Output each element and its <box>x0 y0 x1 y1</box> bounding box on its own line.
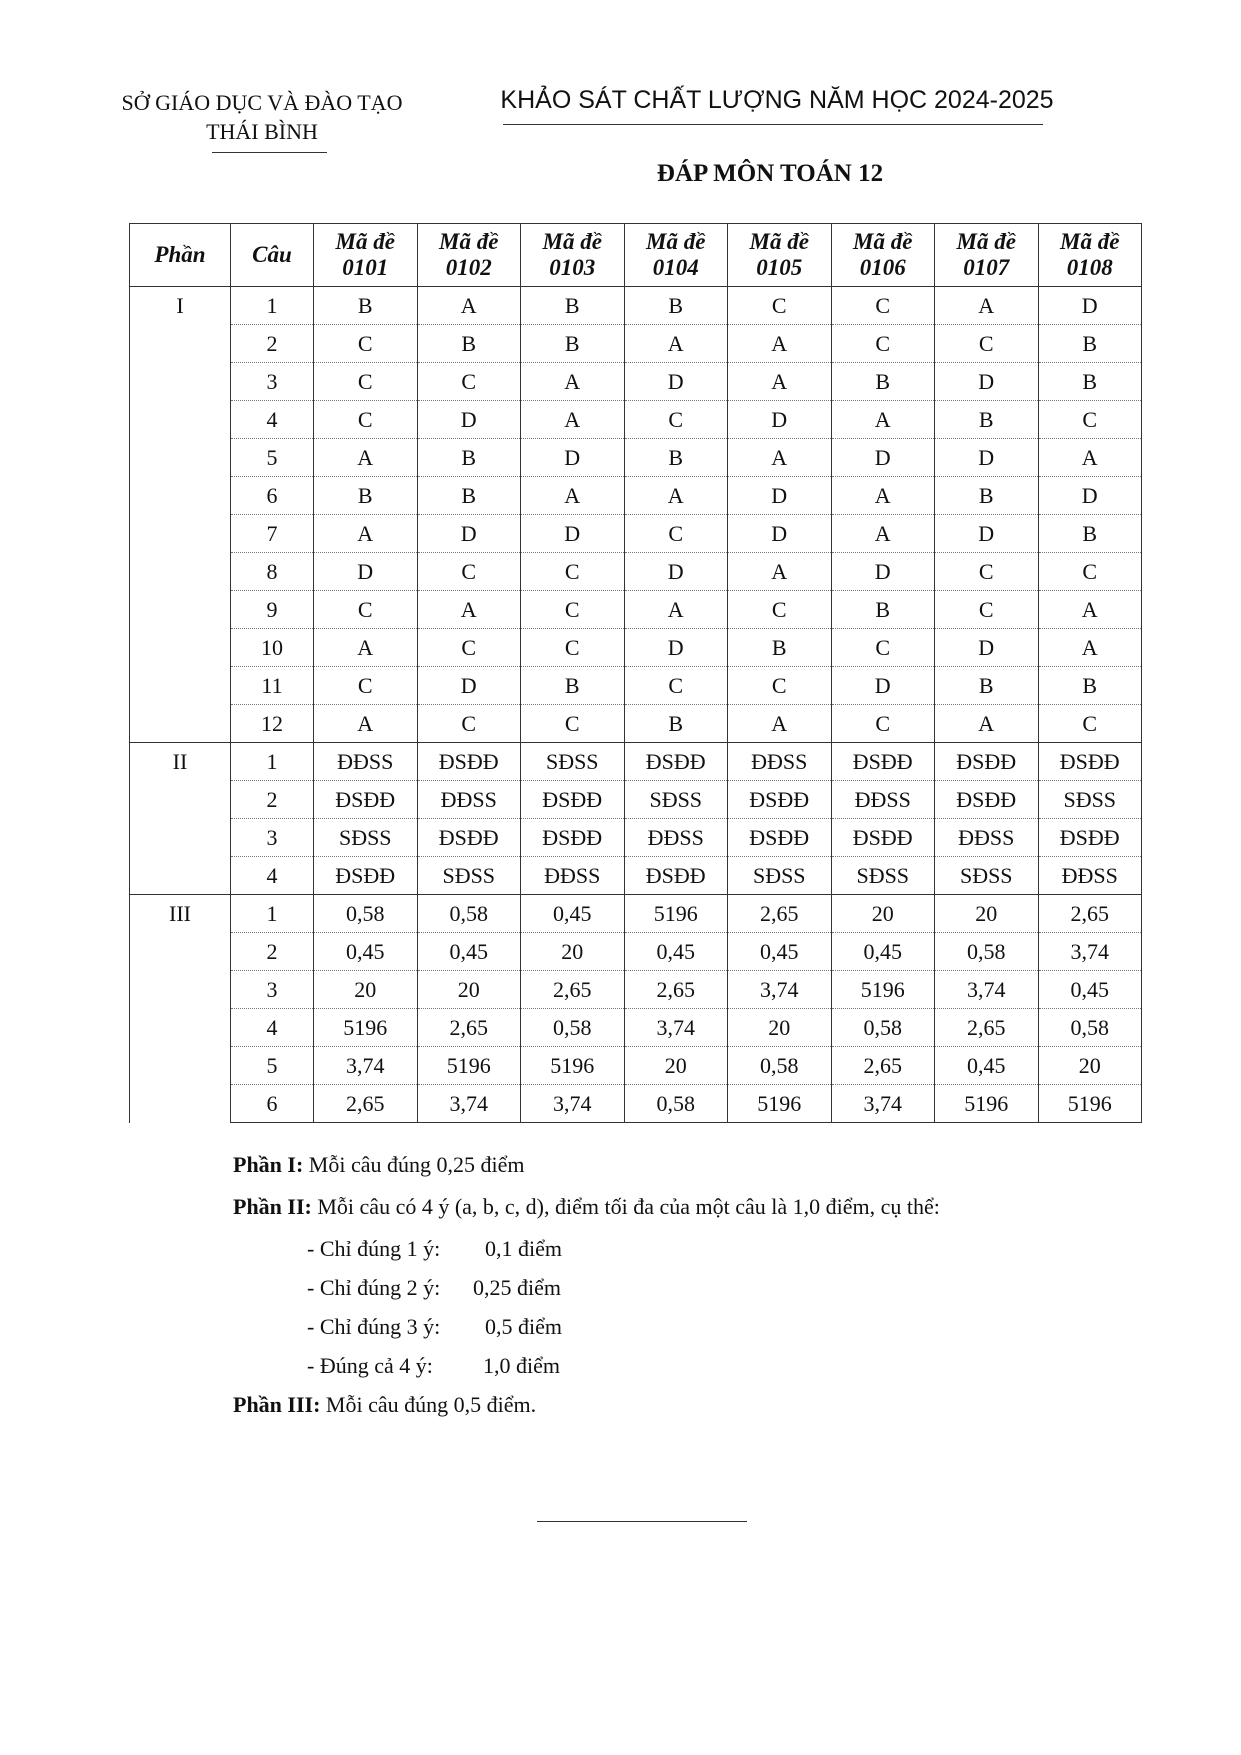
answer-cell: B <box>624 705 728 743</box>
scoring-notes <box>233 1150 940 1432</box>
header-code-0105 <box>728 224 832 287</box>
answer-cell: A <box>831 401 935 439</box>
question-number: 4 <box>231 1009 314 1047</box>
answer-cell: B <box>1038 325 1142 363</box>
header-code-number: 0101 <box>342 255 389 280</box>
answer-cell: A <box>1038 591 1142 629</box>
answer-cell: 0,45 <box>417 933 521 971</box>
answer-cell: ĐĐSS <box>1038 857 1142 895</box>
question-number: 6 <box>231 477 314 515</box>
note-phan-2 <box>233 1192 940 1222</box>
answer-cell: A <box>728 553 832 591</box>
answer-cell: D <box>935 439 1039 477</box>
answer-cell: B <box>624 287 728 325</box>
answer-cell: A <box>624 325 728 363</box>
note-phan-1-label: Phần I: <box>233 1152 304 1177</box>
table-row <box>130 819 1142 857</box>
question-number: 11 <box>231 667 314 705</box>
section-label: II <box>130 743 231 895</box>
question-number: 1 <box>231 895 314 933</box>
answer-cell: 2,65 <box>314 1085 418 1123</box>
answer-cell: B <box>1038 667 1142 705</box>
exam-underline <box>503 124 1043 125</box>
table-row <box>130 857 1142 895</box>
item-label: - Chỉ đúng 3 ý: <box>307 1314 441 1339</box>
table-row <box>130 325 1142 363</box>
header-code-label: Mã đề <box>439 229 499 254</box>
answer-cell: C <box>831 629 935 667</box>
answer-cell: ĐSĐĐ <box>1038 743 1142 781</box>
answer-cell: D <box>624 629 728 667</box>
answer-cell: 5196 <box>1038 1085 1142 1123</box>
question-number: 2 <box>231 781 314 819</box>
answer-cell: 0,45 <box>935 1047 1039 1085</box>
end-divider <box>537 1521 747 1522</box>
answer-cell: B <box>1038 363 1142 401</box>
answer-cell: 0,45 <box>624 933 728 971</box>
answer-cell: 2,65 <box>1038 895 1142 933</box>
answer-cell: SĐSS <box>624 781 728 819</box>
answer-cell: C <box>417 629 521 667</box>
answer-cell: A <box>314 705 418 743</box>
answer-cell: B <box>831 363 935 401</box>
org-province: THÁI BÌNH <box>206 119 318 144</box>
table-row <box>130 781 1142 819</box>
organization-header <box>112 88 412 146</box>
answer-cell: 3,74 <box>1038 933 1142 971</box>
answer-cell: A <box>935 705 1039 743</box>
answer-cell: D <box>417 401 521 439</box>
answer-cell: ĐĐSS <box>624 819 728 857</box>
answer-cell: 5196 <box>831 971 935 1009</box>
answer-cell: D <box>1038 477 1142 515</box>
answer-cell: A <box>728 705 832 743</box>
answer-cell: ĐSĐĐ <box>935 743 1039 781</box>
answer-cell: SĐSS <box>314 819 418 857</box>
exam-title <box>497 86 1057 115</box>
note-phan-1-text: Mỗi câu đúng 0,25 điểm <box>303 1152 525 1177</box>
answer-cell: C <box>417 553 521 591</box>
answer-cell: A <box>831 515 935 553</box>
table-row <box>130 933 1142 971</box>
header-code-number: 0105 <box>756 255 803 280</box>
answer-cell: D <box>831 439 935 477</box>
answer-cell: B <box>1038 515 1142 553</box>
org-underline <box>212 152 327 153</box>
answer-cell: B <box>417 477 521 515</box>
table-row <box>130 439 1142 477</box>
answer-cell: 0,58 <box>314 895 418 933</box>
answer-cell: 3,74 <box>314 1047 418 1085</box>
exam-title-text: KHẢO SÁT CHẤT LƯỢNG NĂM HỌC 2024-2025 <box>500 86 1054 114</box>
answer-cell: D <box>624 363 728 401</box>
header-code-number: 0103 <box>549 255 596 280</box>
answer-cell: ĐSĐĐ <box>1038 819 1142 857</box>
answer-cell: 3,74 <box>728 971 832 1009</box>
item-value: 1,0 điểm <box>483 1353 560 1378</box>
section-label: I <box>130 287 231 743</box>
answer-cell: D <box>314 553 418 591</box>
answer-cell: C <box>521 591 625 629</box>
table-row <box>130 553 1142 591</box>
answer-cell: 20 <box>831 895 935 933</box>
question-number: 1 <box>231 287 314 325</box>
answer-cell: ĐSĐĐ <box>728 781 832 819</box>
answer-cell: A <box>417 591 521 629</box>
answer-cell: D <box>1038 287 1142 325</box>
table-row <box>130 743 1142 781</box>
answer-cell: B <box>521 287 625 325</box>
header-code-0102 <box>417 224 521 287</box>
org-name: SỞ GIÁO DỤC VÀ ĐÀO TẠO <box>121 90 403 115</box>
question-number: 2 <box>231 325 314 363</box>
table-row <box>130 363 1142 401</box>
answer-cell: B <box>935 667 1039 705</box>
answer-cell: SĐSS <box>417 857 521 895</box>
answer-cell: B <box>417 439 521 477</box>
header-code-0103 <box>521 224 625 287</box>
answer-cell: C <box>314 591 418 629</box>
answer-cell: A <box>1038 629 1142 667</box>
section-label: III <box>130 895 231 1123</box>
answer-cell: ĐSĐĐ <box>728 819 832 857</box>
header-code-0108 <box>1038 224 1142 287</box>
answer-cell: ĐSĐĐ <box>831 819 935 857</box>
answer-cell: D <box>417 515 521 553</box>
answer-cell: A <box>1038 439 1142 477</box>
answer-cell: D <box>728 515 832 553</box>
answer-cell: A <box>521 363 625 401</box>
answer-cell: B <box>417 325 521 363</box>
answer-cell: 0,58 <box>935 933 1039 971</box>
answer-cell: C <box>624 515 728 553</box>
answer-cell: D <box>935 363 1039 401</box>
answer-cell: ĐSĐĐ <box>521 819 625 857</box>
header-cau: Câu <box>231 224 314 287</box>
question-number: 2 <box>231 933 314 971</box>
answer-cell: A <box>417 287 521 325</box>
answer-cell: ĐSĐĐ <box>417 743 521 781</box>
answer-cell: 0,58 <box>417 895 521 933</box>
answer-cell: C <box>521 553 625 591</box>
table-row <box>130 1085 1142 1123</box>
answer-cell: 0,45 <box>1038 971 1142 1009</box>
answer-cell: C <box>1038 401 1142 439</box>
header-code-number: 0107 <box>963 255 1010 280</box>
answer-cell: 0,58 <box>624 1085 728 1123</box>
answer-cell: C <box>935 591 1039 629</box>
header-code-number: 0104 <box>652 255 699 280</box>
table-header-row <box>130 224 1142 287</box>
answer-cell: 2,65 <box>417 1009 521 1047</box>
answer-cell: C <box>521 629 625 667</box>
item-label: - Đúng cả 4 ý: <box>307 1353 433 1378</box>
answer-cell: ĐĐSS <box>417 781 521 819</box>
answer-cell: 20 <box>1038 1047 1142 1085</box>
answer-cell: 20 <box>935 895 1039 933</box>
answer-cell: C <box>728 287 832 325</box>
answer-cell: D <box>728 401 832 439</box>
table-row <box>130 1009 1142 1047</box>
table-row <box>130 971 1142 1009</box>
header-code-0101 <box>314 224 418 287</box>
question-number: 3 <box>231 363 314 401</box>
note-phan-3 <box>233 1390 940 1420</box>
answer-cell: 5196 <box>728 1085 832 1123</box>
answer-cell: A <box>521 401 625 439</box>
answer-cell: 3,74 <box>935 971 1039 1009</box>
answer-cell: C <box>728 667 832 705</box>
header-code-label: Mã đề <box>956 229 1016 254</box>
question-number: 4 <box>231 857 314 895</box>
answer-cell: A <box>624 477 728 515</box>
answer-cell: 0,58 <box>728 1047 832 1085</box>
item-label: - Chỉ đúng 1 ý: <box>307 1236 441 1261</box>
answer-cell: C <box>314 325 418 363</box>
answer-cell: B <box>935 477 1039 515</box>
answer-cell: B <box>831 591 935 629</box>
header-code-0104 <box>624 224 728 287</box>
answer-cell: ĐSĐĐ <box>314 781 418 819</box>
answer-cell: 5196 <box>314 1009 418 1047</box>
header-code-label: Mã đề <box>646 229 706 254</box>
answer-cell: SĐSS <box>521 743 625 781</box>
header-code-number: 0106 <box>859 255 906 280</box>
item-value: 0,5 điểm <box>485 1314 562 1339</box>
item-value: 0,1 điểm <box>485 1236 562 1261</box>
answer-cell: ĐĐSS <box>728 743 832 781</box>
answer-cell: D <box>935 515 1039 553</box>
answer-cell: C <box>314 401 418 439</box>
answer-cell: 5196 <box>935 1085 1039 1123</box>
answer-cell: C <box>521 705 625 743</box>
answer-cell: ĐĐSS <box>314 743 418 781</box>
question-number: 9 <box>231 591 314 629</box>
answer-cell: D <box>935 629 1039 667</box>
question-number: 7 <box>231 515 314 553</box>
answer-cell: A <box>728 439 832 477</box>
answer-cell: 3,74 <box>624 1009 728 1047</box>
answer-cell: ĐSĐĐ <box>417 819 521 857</box>
answer-cell: 2,65 <box>935 1009 1039 1047</box>
answer-cell: C <box>624 401 728 439</box>
answer-cell: D <box>417 667 521 705</box>
question-number: 12 <box>231 705 314 743</box>
answer-cell: C <box>728 591 832 629</box>
note-phan-2-item <box>307 1351 940 1381</box>
answer-cell: C <box>624 667 728 705</box>
header-code-number: 0108 <box>1066 255 1113 280</box>
answer-cell: B <box>521 325 625 363</box>
question-number: 6 <box>231 1085 314 1123</box>
answer-cell: 0,58 <box>831 1009 935 1047</box>
answer-cell: B <box>624 439 728 477</box>
answer-cell: SĐSS <box>1038 781 1142 819</box>
header-code-number: 0102 <box>445 255 492 280</box>
answer-cell: 0,45 <box>314 933 418 971</box>
note-phan-3-text: Mỗi câu đúng 0,5 điểm. <box>320 1392 537 1417</box>
answer-cell: ĐSĐĐ <box>521 781 625 819</box>
answer-cell: 3,74 <box>521 1085 625 1123</box>
question-number: 5 <box>231 1047 314 1085</box>
answer-cell: SĐSS <box>728 857 832 895</box>
answer-cell: 5196 <box>417 1047 521 1085</box>
table-row <box>130 477 1142 515</box>
table-row <box>130 401 1142 439</box>
answer-cell: SĐSS <box>935 857 1039 895</box>
question-number: 10 <box>231 629 314 667</box>
answer-cell: ĐĐSS <box>521 857 625 895</box>
answer-cell: C <box>935 325 1039 363</box>
question-number: 1 <box>231 743 314 781</box>
answer-cell: A <box>314 629 418 667</box>
answer-cell: D <box>728 477 832 515</box>
note-phan-2-label: Phần II: <box>233 1194 312 1219</box>
header-code-0106 <box>831 224 935 287</box>
answer-cell: C <box>831 287 935 325</box>
table-row <box>130 1047 1142 1085</box>
question-number: 8 <box>231 553 314 591</box>
answer-cell: ĐSĐĐ <box>935 781 1039 819</box>
answer-cell: 0,58 <box>521 1009 625 1047</box>
table-row <box>130 591 1142 629</box>
answer-cell: C <box>831 325 935 363</box>
answer-cell: A <box>521 477 625 515</box>
answer-cell: 2,65 <box>624 971 728 1009</box>
answer-cell: B <box>314 477 418 515</box>
answer-cell: 0,45 <box>728 933 832 971</box>
item-value: 0,25 điểm <box>473 1275 561 1300</box>
note-phan-2-item <box>307 1273 940 1303</box>
answer-cell: D <box>521 515 625 553</box>
table-row <box>130 895 1142 933</box>
answer-cell: 0,58 <box>1038 1009 1142 1047</box>
table-row <box>130 515 1142 553</box>
table-row <box>130 629 1142 667</box>
answer-cell: A <box>728 325 832 363</box>
answer-cell: ĐĐSS <box>831 781 935 819</box>
answer-cell: ĐĐSS <box>935 819 1039 857</box>
answer-key-table <box>129 223 1142 1123</box>
table-row <box>130 705 1142 743</box>
document-title: ĐÁP MÔN TOÁN 12 <box>656 160 884 187</box>
answer-cell: 2,65 <box>831 1047 935 1085</box>
answer-cell: 20 <box>624 1047 728 1085</box>
answer-cell: C <box>1038 553 1142 591</box>
answer-cell: D <box>831 667 935 705</box>
answer-cell: 3,74 <box>417 1085 521 1123</box>
answer-cell: C <box>831 705 935 743</box>
answer-cell: D <box>624 553 728 591</box>
question-number: 3 <box>231 971 314 1009</box>
answer-cell: 20 <box>728 1009 832 1047</box>
table-row <box>130 287 1142 325</box>
answer-cell: D <box>831 553 935 591</box>
question-number: 5 <box>231 439 314 477</box>
answer-cell: 2,65 <box>521 971 625 1009</box>
header-code-label: Mã đề <box>853 229 913 254</box>
answer-cell: C <box>935 553 1039 591</box>
answer-cell: B <box>521 667 625 705</box>
answer-cell: C <box>417 363 521 401</box>
answer-cell: 0,45 <box>831 933 935 971</box>
answer-cell: 0,45 <box>521 895 625 933</box>
answer-cell: 5196 <box>521 1047 625 1085</box>
header-code-0107 <box>935 224 1039 287</box>
note-phan-3-label: Phần III: <box>233 1392 321 1417</box>
answer-cell: ĐSĐĐ <box>314 857 418 895</box>
question-number: 4 <box>231 401 314 439</box>
answer-cell: 20 <box>521 933 625 971</box>
answer-cell: 2,65 <box>728 895 832 933</box>
answer-cell: A <box>624 591 728 629</box>
answer-cell: ĐSĐĐ <box>831 743 935 781</box>
answer-cell: ĐSĐĐ <box>624 857 728 895</box>
answer-cell: C <box>1038 705 1142 743</box>
note-phan-1 <box>233 1150 940 1180</box>
question-number: 3 <box>231 819 314 857</box>
answer-cell: 20 <box>417 971 521 1009</box>
header-phan: Phần <box>130 224 231 287</box>
answer-cell: 20 <box>314 971 418 1009</box>
answer-cell: C <box>417 705 521 743</box>
answer-cell: ĐSĐĐ <box>624 743 728 781</box>
answer-cell: A <box>314 439 418 477</box>
item-label: - Chỉ đúng 2 ý: <box>307 1275 441 1300</box>
header-code-label: Mã đề <box>1060 229 1120 254</box>
table-row <box>130 667 1142 705</box>
header-code-label: Mã đề <box>542 229 602 254</box>
note-phan-2-item <box>307 1312 940 1342</box>
note-phan-2-item <box>307 1234 940 1264</box>
answer-cell: A <box>831 477 935 515</box>
answer-cell: A <box>728 363 832 401</box>
answer-cell: A <box>314 515 418 553</box>
answer-cell: A <box>935 287 1039 325</box>
answer-cell: B <box>728 629 832 667</box>
note-phan-2-text: Mỗi câu có 4 ý (a, b, c, d), điểm tối đa của một câu là 1,0 điểm, cụ thể: <box>311 1194 940 1219</box>
answer-cell: 3,74 <box>831 1085 935 1123</box>
answer-cell: D <box>521 439 625 477</box>
header-code-label: Mã đề <box>335 229 395 254</box>
answer-cell: 5196 <box>624 895 728 933</box>
answer-cell: C <box>314 363 418 401</box>
answer-cell: B <box>935 401 1039 439</box>
answer-cell: C <box>314 667 418 705</box>
answer-cell: SĐSS <box>831 857 935 895</box>
answer-cell: B <box>314 287 418 325</box>
table-body <box>130 287 1142 1123</box>
header-code-label: Mã đề <box>749 229 809 254</box>
